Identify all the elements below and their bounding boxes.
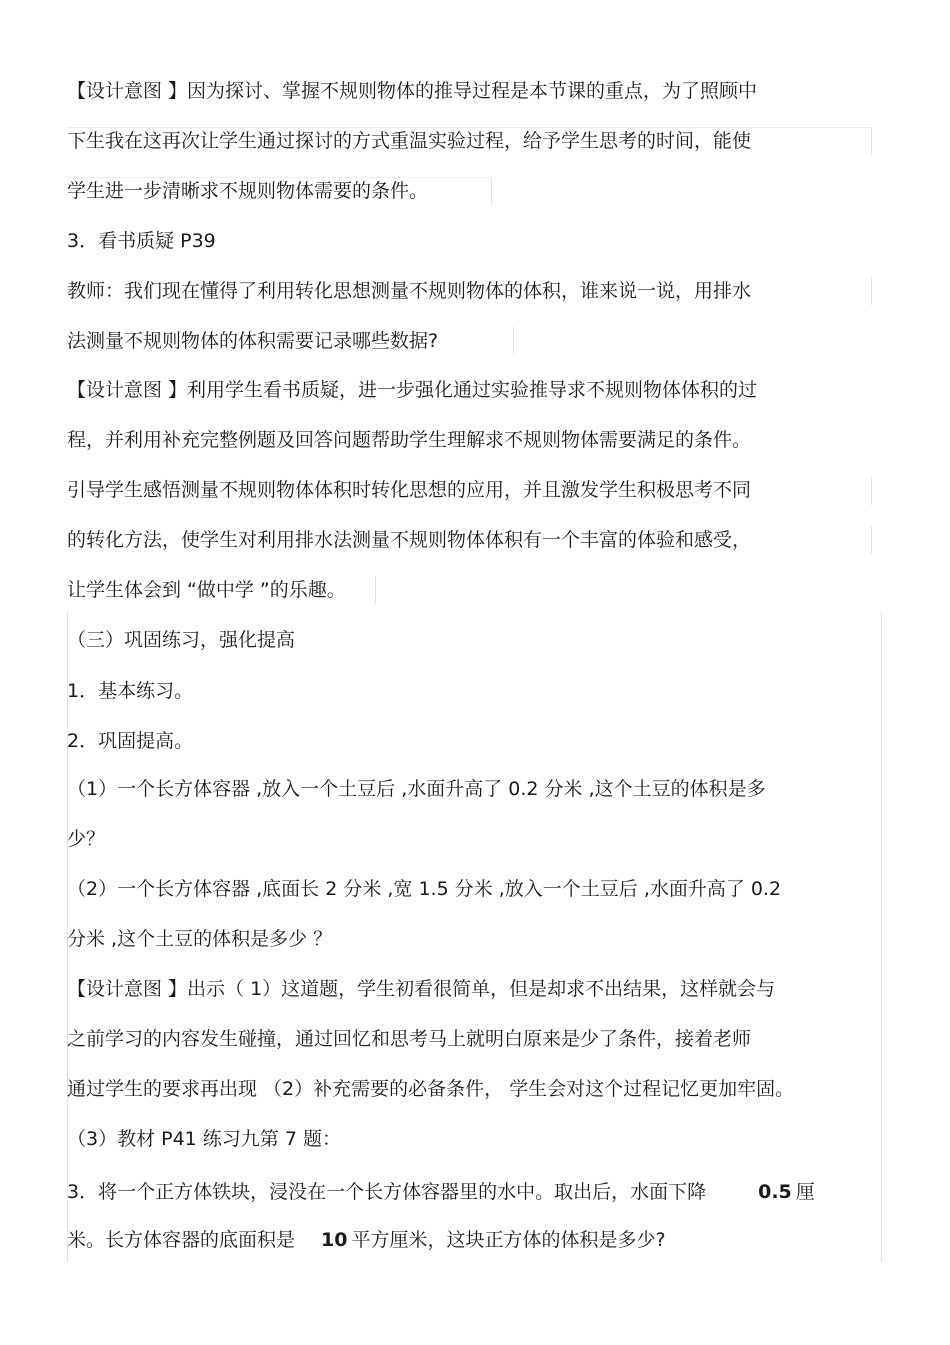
problem-text: 米。长方体容器的底面积是 [67,1229,296,1251]
text-line: 引导学生感悟测量不规则物体体积时转化思想的应用，并且激发学生积极思考不同 [67,479,752,501]
text-line: 程，并利用补充完整例题及回答问题帮助学生理解求不规则物体需要满足的条件。 [67,429,752,451]
text-line: 下生我在这再次让学生通过探讨的方式重温实验过程，给予学生思考的时间，能使 [67,130,752,152]
text-line: 1．基本练习。 [67,680,194,702]
rule [513,327,514,355]
problem-number: 10 [321,1229,348,1251]
text-line: 少？ [67,828,106,850]
problem-text: 3．将一个正方体铁块，浸没在一个长方体容器里的水中。取出后，水面下降 [67,1181,707,1203]
text-line: 之前学习的内容发生碰撞，通过回忆和思考马上就明白原来是少了条件，接着老师 [67,1028,752,1050]
text-line: 教师：我们现在懂得了利用转化思想测量不规则物体的体积，谁来说一说，用排水 [67,280,752,302]
text-line: 【设计意图 】因为探讨、掌握不规则物体的推导过程是本节课的重点，为了照顾中 [67,80,758,102]
text-line: 2．巩固提高。 [67,730,194,752]
rule [881,612,882,1262]
text-line: 学生进一步清晰求不规则物体需要的条件。 [67,180,429,202]
problem-line [67,1227,666,1253]
rule [871,277,872,305]
text-line: 【设计意图 】出示（ 1）这道题，学生初看很简单，但是却求不出结果，这样就会与 [67,978,776,1000]
rule [871,477,872,505]
problem-text: 平方厘米，这块正方体的体积是多少? [351,1229,666,1251]
text-line: （2）一个长方体容器 ,底面长 2 分米 ,宽 1.5 分米 ,放入一个土豆后 ,水面升高了 0.2 [67,878,782,900]
problem-line [67,1179,815,1205]
section-heading: 3．看书质疑 P39 [67,230,216,252]
rule [491,177,492,205]
text-line: 分米 ,这个土豆的体积是多少 ？ [67,928,333,950]
text-line: 通过学生的要求再出现 （2）补充需要的必备条件， 学生会对这个过程记忆更加牢固。 [67,1078,795,1100]
text-line: 的转化方法，使学生对利用排水法测量不规则物体体积有一个丰富的体验和感受， [67,529,752,551]
text-line: 让学生体会到 “做中学 ”的乐趣。 [67,579,346,601]
text-line: 【设计意图 】利用学生看书质疑，进一步强化通过实验推导求不规则物体体积的过 [67,379,758,401]
rule [375,576,376,604]
text-line: 法测量不规则物体的体积需要记录哪些数据? [67,330,439,352]
problem-text: 厘 [795,1181,815,1203]
text-line: （3）教材 P41 练习九第 7 题： [67,1128,341,1150]
rule [871,127,872,155]
problem-number: 0.5 [758,1181,792,1203]
text-line: （1）一个长方体容器 ,放入一个土豆后 ,水面升高了 0.2 分米 ,这个土豆的体积是多 [67,778,766,800]
rule [871,526,872,554]
section-heading: （三）巩固练习，强化提高 [67,629,296,651]
